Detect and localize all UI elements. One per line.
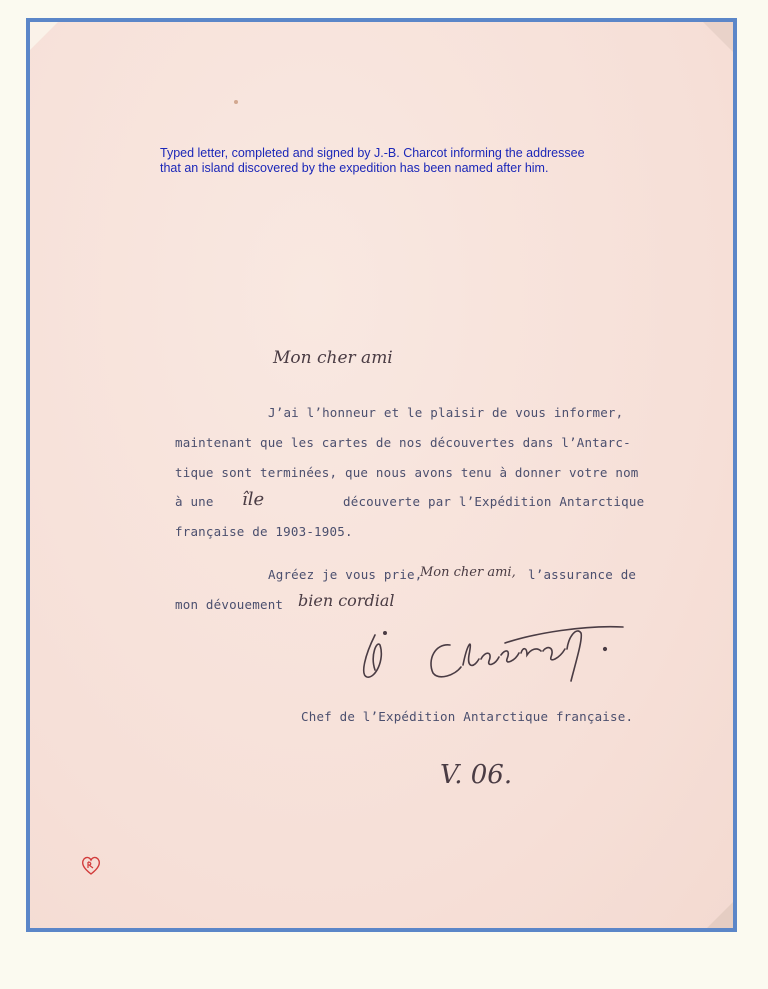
- collector-stamp-icon: [79, 853, 103, 877]
- corner-fold-top-right: [703, 22, 733, 52]
- closing-line-1-end: l’assurance de: [528, 567, 637, 582]
- signature: [355, 615, 625, 690]
- body-line-2: maintenant que les cartes de nos découvertes dans l’Antarc-: [175, 435, 631, 450]
- closing-hand-address: Mon cher ami,: [420, 565, 516, 580]
- corner-fold-bottom-right: [707, 902, 733, 928]
- corner-fold-top-left: [30, 22, 58, 50]
- body-line-4-end: découverte par l’Expédition Antarctique: [343, 494, 645, 509]
- closing-line-1-start: Agréez je vous prie,: [268, 567, 423, 582]
- body-line-5: française de 1903-1905.: [175, 524, 353, 539]
- closing-hand-cordial: bien cordial: [298, 591, 395, 610]
- caption-line-2: that an island discovered by the expedition has been named after him.: [160, 161, 549, 175]
- closing-line-2-start: mon dévouement: [175, 597, 284, 612]
- island-word: île: [242, 489, 265, 510]
- caption-line-1: Typed letter, completed and signed by J.-B. Charcot informing the addressee: [160, 146, 585, 160]
- body-line-1: J’ai l’honneur et le plaisir de vous informer,: [268, 405, 624, 420]
- archive-caption: [160, 146, 630, 176]
- body-line-4-start: à une: [175, 494, 214, 509]
- salutation: Mon cher ami: [273, 348, 393, 368]
- paper-speck: [234, 100, 238, 104]
- signatory-title: Chef de l’Expédition Antarctique française.: [301, 709, 634, 724]
- date-handwritten: V. 06.: [440, 760, 513, 790]
- body-line-3: tique sont terminées, que nous avons tenu à donner votre nom: [175, 465, 639, 480]
